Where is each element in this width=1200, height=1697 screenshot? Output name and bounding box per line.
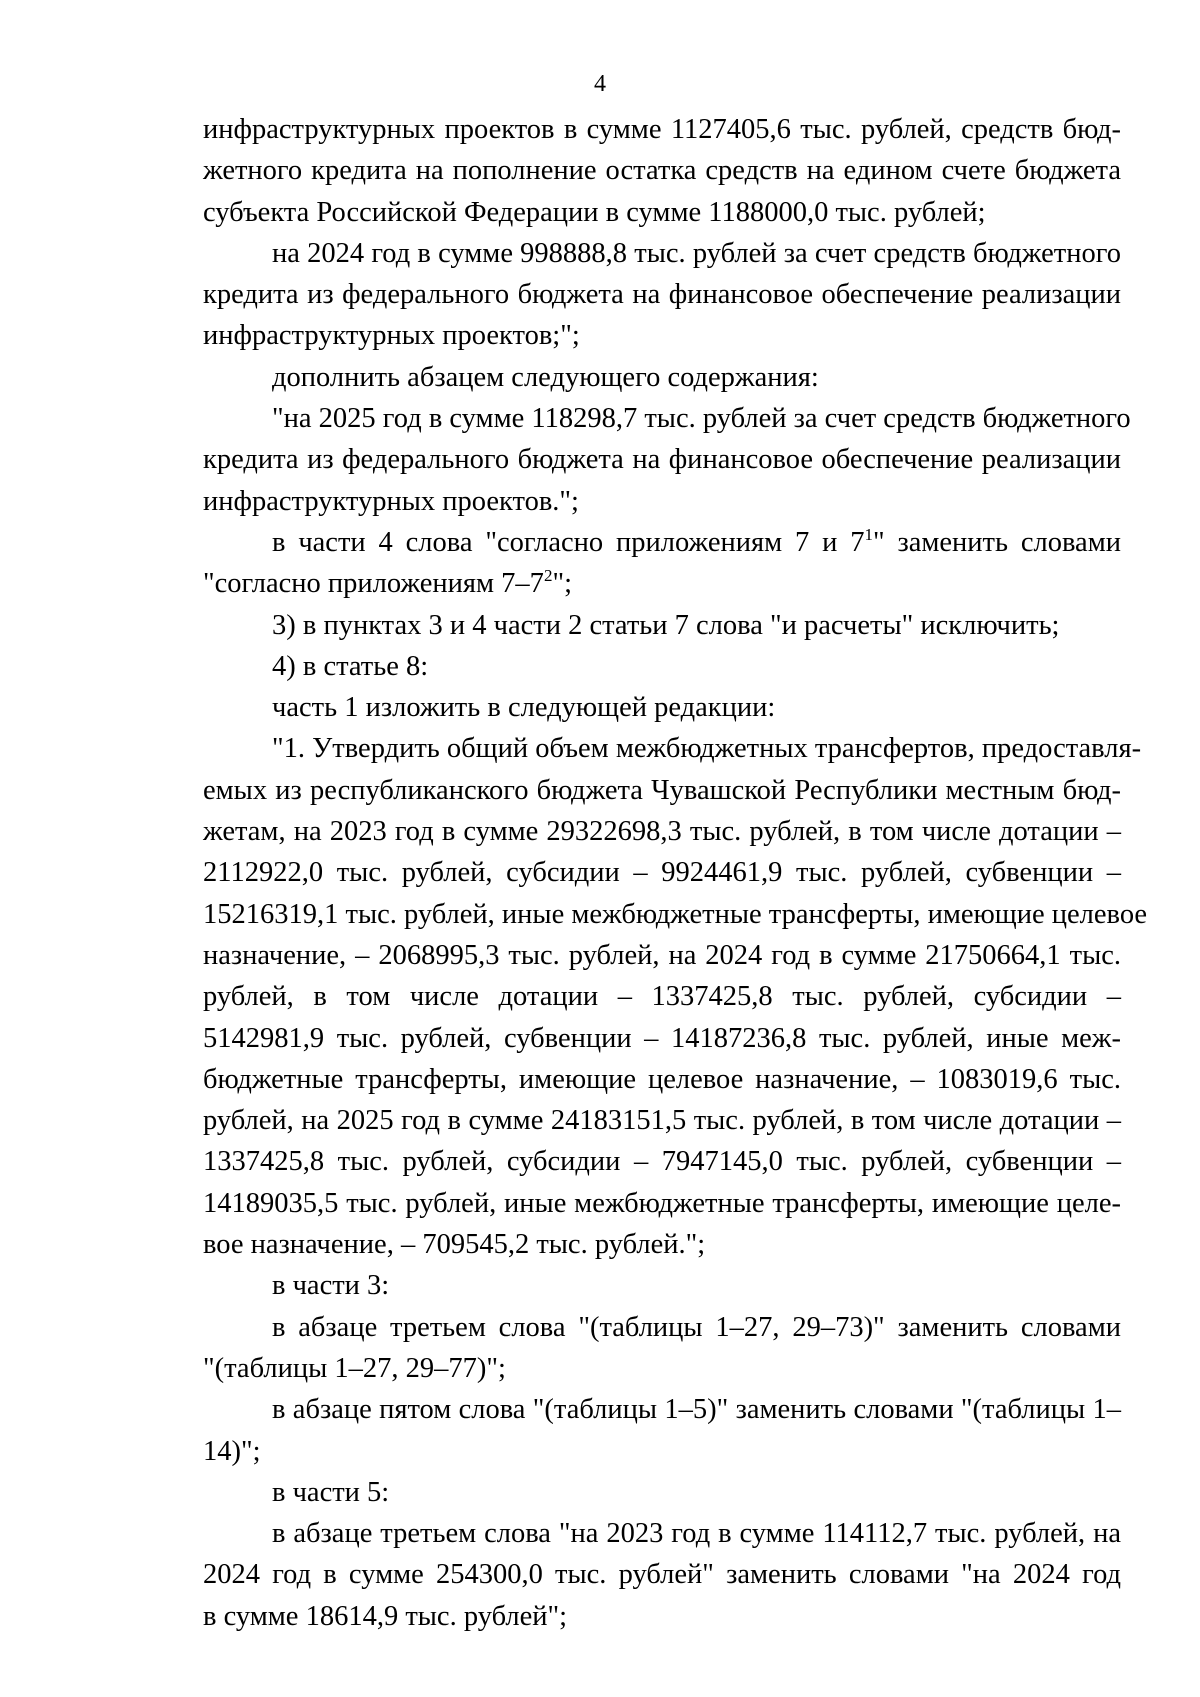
paragraph bbox=[203, 1307, 1121, 1390]
text-line: жетного кредита на пополнение остатка средств на едином счете бюджета bbox=[203, 155, 1121, 187]
text-line: 5142981,9 тыс. рублей, субвенции – 14187236,8 тыс. рублей, иные меж- bbox=[203, 1022, 1121, 1054]
text-line: 14189035,5 тыс. рублей, иные межбюджетные трансферты, имеющие целе- bbox=[203, 1187, 1121, 1219]
paragraph bbox=[203, 687, 1121, 728]
text-line: 3) в пунктах 3 и 4 части 2 статьи 7 слова "и расчеты" исключить; bbox=[272, 609, 1060, 641]
text-line: 2112922,0 тыс. рублей, субсидии – 9924461,9 тыс. рублей, субвенции – bbox=[203, 857, 1121, 889]
paragraph bbox=[203, 728, 1148, 1265]
text-line: жетам, на 2023 год в сумме 29322698,3 тыс. рублей, в том числе дотации – bbox=[203, 816, 1121, 848]
text-line: рублей, в том числе дотации – 1337425,8 тыс. рублей, субсидии – bbox=[203, 981, 1121, 1013]
document-body bbox=[203, 109, 1148, 1637]
text-fragment: " заменить словами bbox=[872, 526, 1121, 558]
paragraph bbox=[203, 1265, 1121, 1306]
text-line: "(таблицы 1–27, 29–77)"; bbox=[203, 1352, 506, 1384]
paragraph bbox=[203, 398, 1131, 522]
text-line: 2024 год в сумме 254300,0 тыс. рублей" заменить словами "на 2024 год bbox=[203, 1559, 1121, 1591]
paragraph bbox=[203, 1472, 1121, 1513]
text-fragment: "; bbox=[552, 568, 572, 600]
text-line: в абзаце третьем слова "на 2023 год в сумме 114112,7 тыс. рублей, на bbox=[272, 1518, 1121, 1550]
text-line: емых из республиканского бюджета Чувашской Республики местным бюд- bbox=[203, 774, 1121, 806]
text-line: в абзаце третьем слова "(таблицы 1–27, 29–73)" заменить словами bbox=[272, 1311, 1121, 1343]
paragraph bbox=[203, 1389, 1121, 1472]
text-line: 14)"; bbox=[203, 1435, 261, 1467]
text-line: 15216319,1 тыс. рублей, иные межбюджетные трансферты, имеющие целевое bbox=[203, 898, 1148, 930]
text-fragment: в части 4 слова "согласно приложениям 7 и 7 bbox=[272, 526, 865, 558]
text-line: в сумме 18614,9 тыс. рублей"; bbox=[203, 1600, 568, 1632]
text-line: дополнить абзацем следующего содержания: bbox=[272, 361, 819, 393]
paragraph bbox=[203, 357, 1121, 398]
text-fragment: "согласно приложениям 7–7 bbox=[203, 568, 544, 600]
text-line: в части 5: bbox=[272, 1476, 390, 1508]
text-line: 1337425,8 тыс. рублей, субсидии – 7947145,0 тыс. рублей, субвенции – bbox=[203, 1146, 1121, 1178]
superscript: 2 bbox=[543, 566, 553, 586]
text-line: инфраструктурных проектов в сумме 1127405,6 тыс. рублей, средств бюд- bbox=[203, 114, 1121, 145]
page-number: 4 bbox=[594, 71, 606, 97]
text-line: рублей, на 2025 год в сумме 24183151,5 тыс. рублей, в том числе дотации – bbox=[203, 1105, 1121, 1137]
text-line: в части 3: bbox=[272, 1270, 390, 1302]
paragraph-continuation bbox=[203, 109, 1121, 233]
text-line: "1. Утвердить общий объем межбюджетных трансфертов, предоставля- bbox=[272, 733, 1142, 765]
text-line: инфраструктурных проектов."; bbox=[203, 485, 579, 517]
paragraph bbox=[203, 646, 1121, 687]
paragraph bbox=[203, 522, 1121, 605]
text-line: назначение, – 2068995,3 тыс. рублей, на 2024 год в сумме 21750664,1 тыс. bbox=[203, 939, 1121, 971]
text-line: "на 2025 год в сумме 118298,7 тыс. рублей за счет средств бюджетного bbox=[272, 403, 1131, 435]
text-line: вое назначение, – 709545,2 тыс. рублей."; bbox=[203, 1229, 706, 1261]
paragraph bbox=[203, 233, 1121, 357]
paragraph bbox=[203, 1513, 1121, 1637]
superscript: 1 bbox=[864, 524, 873, 544]
paragraph bbox=[203, 605, 1121, 646]
text-line: кредита из федерального бюджета на финансовое обеспечение реализации bbox=[203, 279, 1121, 311]
text-line: субъекта Российской Федерации в сумме 1188000,0 тыс. рублей; bbox=[203, 196, 986, 228]
text-line: инфраструктурных проектов;"; bbox=[203, 320, 580, 352]
text-line: кредита из федерального бюджета на финансовое обеспечение реализации bbox=[203, 444, 1121, 476]
text-line: часть 1 изложить в следующей редакции: bbox=[272, 692, 776, 724]
text-line bbox=[203, 563, 1121, 604]
text-line bbox=[203, 522, 1121, 563]
text-line: бюджетные трансферты, имеющие целевое назначение, – 1083019,6 тыс. bbox=[203, 1063, 1121, 1095]
text-line: 4) в статье 8: bbox=[272, 650, 429, 682]
text-line: на 2024 год в сумме 998888,8 тыс. рублей за счет средств бюджетного bbox=[272, 237, 1121, 269]
text-line: в абзаце пятом слова "(таблицы 1–5)" заменить словами "(таблицы 1– bbox=[272, 1394, 1121, 1426]
